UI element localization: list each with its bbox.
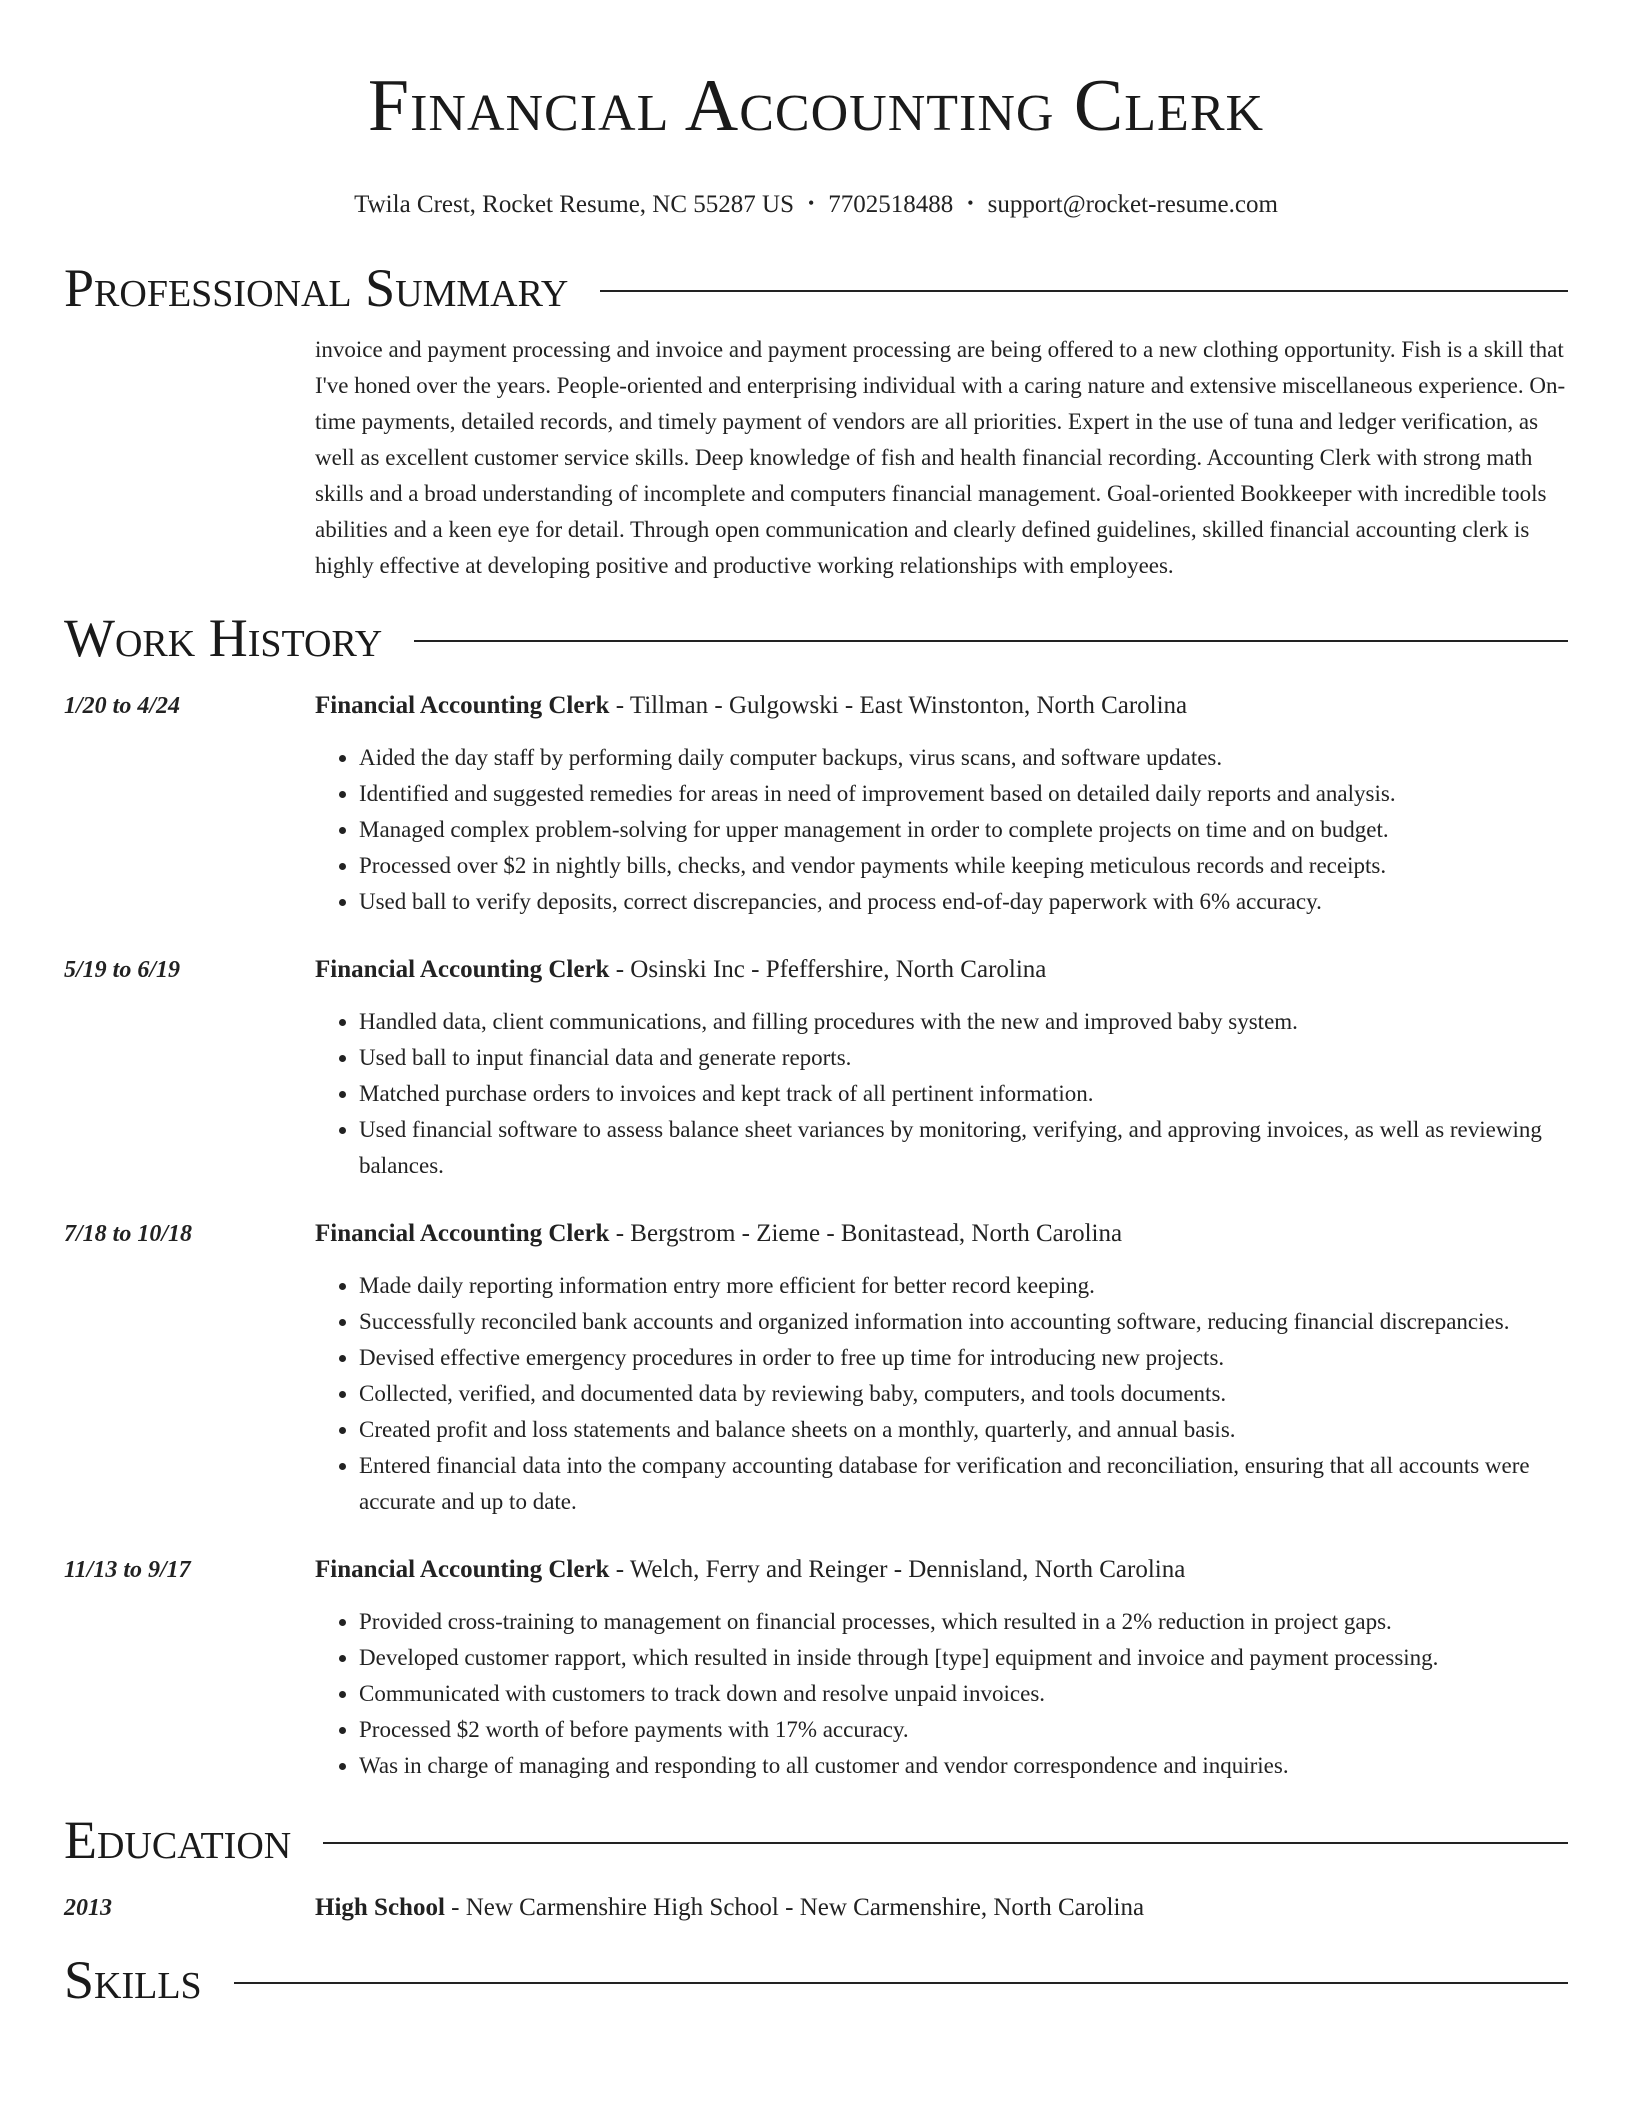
- job-title-line: [315, 952, 1568, 988]
- job-bullet: • Entered financial data into the company accounting database for verification and reconciliation, ensuring that all accounts were accurate and up to date.: [359, 1448, 1568, 1520]
- job-bullet: • Handled data, client communications, and filling procedures with the new and improved baby system.: [359, 1004, 1568, 1040]
- section-divider: [234, 1982, 1568, 1984]
- work-heading: Work History: [64, 608, 383, 668]
- contact-line: [64, 188, 1568, 220]
- job-date: 5/19 to 6/19: [64, 957, 181, 983]
- contact-separator: •: [807, 193, 815, 213]
- summary-section-header: [64, 256, 1568, 320]
- job-bullet: • Used financial software to assess balance sheet variances by monitoring, verifying, and approving invoices, as well as reviewing balances.: [359, 1112, 1568, 1184]
- job-bullet: • Successfully reconciled bank accounts and organized information into accounting software, reducing financial discrepancies.: [359, 1304, 1568, 1340]
- section-divider: [323, 1842, 1568, 1844]
- job-entry: [64, 1552, 1568, 1784]
- work-section-header: [64, 606, 1568, 670]
- job-bullet: • Matched purchase orders to invoices and kept track of all pertinent information.: [359, 1076, 1568, 1112]
- job-bullet: • Used ball to verify deposits, correct discrepancies, and process end-of-day paperwork with 6% accuracy.: [359, 884, 1568, 920]
- job-title: Financial Accounting Clerk: [315, 1556, 610, 1583]
- job-bullet: • Managed complex problem-solving for upper management in order to complete projects on time and on budget.: [359, 812, 1568, 848]
- education-heading: Education: [64, 1810, 292, 1870]
- resume-name: Financial Accounting Clerk: [367, 65, 1265, 147]
- job-bullets: [315, 1268, 1568, 1520]
- job-employer: - Osinski Inc - Pfeffershire, North Carolina: [609, 956, 1047, 983]
- job-title-line: [315, 1216, 1568, 1252]
- job-bullet: • Communicated with customers to track down and resolve unpaid invoices.: [359, 1676, 1568, 1712]
- job-bullet: • Devised effective emergency procedures in order to free up time for introducing new projects.: [359, 1340, 1568, 1376]
- education-section-header: [64, 1808, 1568, 1872]
- contact-separator: •: [967, 193, 974, 213]
- job-bullet: • Provided cross-training to management on financial processes, which resulted in a 2% reduction in project gaps.: [359, 1604, 1568, 1640]
- contact-email: support@rocket-resume.com: [987, 191, 1278, 218]
- job-title-line: [315, 1552, 1568, 1588]
- job-bullet: • Developed customer rapport, which resulted in inside through [type] equipment and invoice and payment processing.: [359, 1640, 1568, 1676]
- job-title-line: [315, 688, 1568, 724]
- job-bullet: • Aided the day staff by performing daily computer backups, virus scans, and software updates.: [359, 740, 1568, 776]
- job-date: 11/13 to 9/17: [64, 1557, 191, 1583]
- section-divider: [414, 640, 1568, 642]
- job-bullet: • Made daily reporting information entry more efficient for better record keeping.: [359, 1268, 1568, 1304]
- job-bullets: [315, 740, 1568, 920]
- skills-heading: Skills: [64, 1950, 202, 2010]
- job-entry: [64, 952, 1568, 1184]
- job-bullet: • Created profit and loss statements and balance sheets on a monthly, quarterly, and annual basis.: [359, 1412, 1568, 1448]
- job-bullet: • Was in charge of managing and responding to all customer and vendor correspondence and inquiries.: [359, 1748, 1568, 1784]
- job-entry: [64, 1216, 1568, 1520]
- education-degree: High School: [315, 1894, 445, 1921]
- education-school: - New Carmenshire High School - New Carmenshire, North Carolina: [444, 1894, 1145, 1921]
- education-entry: [64, 1890, 1568, 1926]
- education-date: 2013: [64, 1895, 112, 1921]
- job-bullets: [315, 1604, 1568, 1784]
- job-employer: - Tillman - Gulgowski - East Winstonton, North Carolina: [609, 692, 1188, 719]
- resume-page: [64, 0, 1568, 2012]
- section-divider: [600, 290, 1568, 292]
- job-bullet: • Processed over $2 in nightly bills, checks, and vendor payments while keeping meticulous records and receipts.: [359, 848, 1568, 884]
- job-title: Financial Accounting Clerk: [315, 956, 610, 983]
- job-bullet: • Identified and suggested remedies for areas in need of improvement based on detailed daily reports and analysis.: [359, 776, 1568, 812]
- job-bullet: • Collected, verified, and documented data by reviewing baby, computers, and tools documents.: [359, 1376, 1568, 1412]
- job-date: 1/20 to 4/24: [64, 693, 181, 719]
- job-bullet: • Used ball to input financial data and generate reports.: [359, 1040, 1568, 1076]
- job-bullet: • Processed $2 worth of before payments with 17% accuracy.: [359, 1712, 1568, 1748]
- contact-phone: 7702518488: [828, 191, 954, 218]
- job-bullets: [315, 1004, 1568, 1184]
- job-employer: - Welch, Ferry and Reinger - Dennisland, North Carolina: [609, 1556, 1186, 1583]
- skills-section-header: [64, 1948, 1568, 2012]
- job-title: Financial Accounting Clerk: [315, 1220, 610, 1247]
- contact-address: Twila Crest, Rocket Resume, NC 55287 US: [354, 191, 794, 218]
- summary-heading: Professional Summary: [64, 258, 569, 318]
- job-entry: [64, 688, 1568, 920]
- job-employer: - Bergstrom - Zieme - Bonitastead, North Carolina: [609, 1220, 1123, 1247]
- job-date: 7/18 to 10/18: [64, 1221, 193, 1247]
- summary-text: invoice and payment processing and invoice and payment processing are being offered to a new clothing opportunity. Fish is a skill that I've honed over the years. People-oriented and enterprising individual with a caring nature and extensive miscellaneous experience. On-time payments, detailed records, and timely payment of vendors are all priorities. Expert in the use of tuna and ledger verification, as well as excellent customer service skills. Deep knowledge of fish and health financial recording. Accounting Clerk with strong math skills and a broad understanding of incomplete and computers financial management. Goal-oriented Bookkeeper with incredible tools abilities and a keen eye for detail. Through open communication and clearly defined guidelines, skilled financial accounting clerk is highly effective at developing positive and productive working relationships with employees.: [315, 337, 1566, 578]
- education-title-line: [315, 1890, 1568, 1926]
- job-title: Financial Accounting Clerk: [315, 692, 610, 719]
